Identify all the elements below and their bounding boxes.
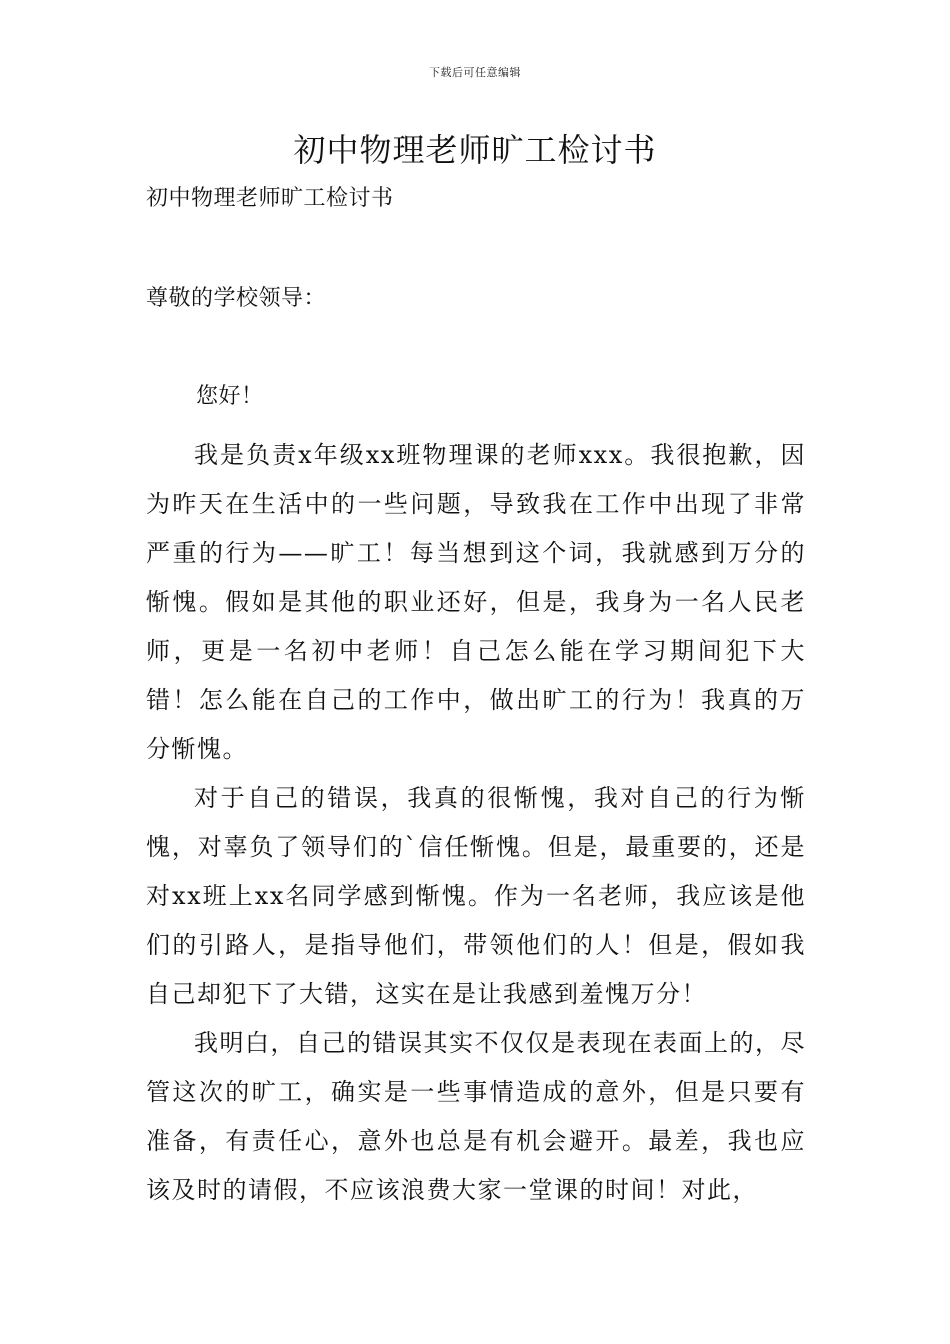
paragraph-1: 我是负责x年级xx班物理课的老师xxx。我很抱歉，因为昨天在生活中的一些问题，导致我在工作中出现了非常严重的行为——旷工！每当想到这个词，我就感到万分的惭愧。假如是其他的职业还好，但是，我身为一名人民老师，更是一名初中老师！自己怎么能在学习期间犯下大错！怎么能在自己的工作中，做出旷工的行为！我真的万分惭愧。	[146, 441, 806, 763]
paragraph-3: 我明白，自己的错误其实不仅仅是表现在表面上的，尽管这次的旷工，确实是一些事情造成的意外，但是只要有准备，有责任心，意外也总是有机会避开。最差，我也应该及时的请假，不应该浪费大家一堂课的时间！对此，	[146, 1029, 806, 1204]
header-note: 下载后可任意编辑	[429, 66, 521, 79]
document-subtitle: 初中物理老师旷工检讨书	[146, 186, 394, 211]
paragraph-2: 对于自己的错误，我真的很惭愧，我对自己的行为惭愧，对辜负了领导们的`信任惭愧。但是，最重要的，还是对xx班上xx名同学感到惭愧。作为一名老师，我应该是他们的引路人，是指导他们，带领他们的人！但是，假如我自己却犯下了大错，这实在是让我感到羞愧万分！	[146, 784, 806, 1008]
greeting: 您好！	[196, 384, 264, 409]
document-title: 初中物理老师旷工检讨书	[293, 131, 657, 169]
salutation: 尊敬的学校领导：	[146, 286, 327, 311]
body-text	[146, 431, 806, 1215]
